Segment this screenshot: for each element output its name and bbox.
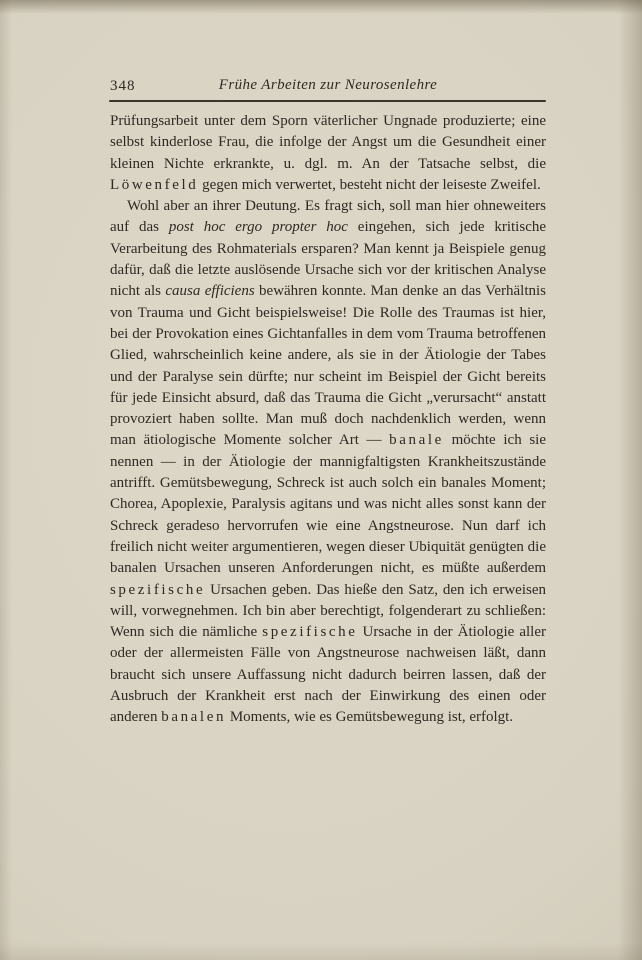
page-number: 348 [110,78,136,94]
text-run: möchte ich sie nennen — in der Ätiologie der mannigfaltigsten Krankheitszustände antrifft. Gemütsbewegung, Schreck ist auch solch ein banales Moment; Chorea, Apoplexie, Paralysis agitans und was nicht alles sonst kann der Schreck geradeso hervorrufen wie eine Angstneurose. Nun darf ich freilich nicht weiter argumentieren, wegen dieser Ubiquität genügten die banalen Ursachen unseren Anforderungen nicht, es müßte außerdem [110,432,547,577]
text-run: Wohl aber an ihrer Deutung. Es fragt sich, soll man hier ohneweiters auf das [110,198,546,236]
text-run: Prüfungsarbeit unter dem Sporn väterlicher Ungnade produzierte; eine selbst kinderlose Frau, die infolge der Angst um die Gesundheit einer kleinen Nichte erkrankte, u. dgl. m. An der Tatsache selbst, die [110,113,546,172]
text-run: banalen [161,709,227,726]
text-run: gegen mich verwertet, besteht nicht der leiseste Zweifel. [198,176,541,193]
header-rule [109,100,546,102]
paragraph [110,196,546,728]
text-run: causa efficiens [165,283,255,300]
text-run: Löwenfeld [110,176,199,193]
text-run: Ursachen geben. Das hieße den Satz, den ich erweisen will, vorwegnehmen. Ich bin aber berechtigt, folgenderart zu schließen: Wenn sich die nämliche [110,581,546,641]
text-run: Ursache in der Ätiologie aller oder der allermeisten Fälle von Angstneurose nachweisen läßt, dann braucht sich unsere Auffassung nicht dadurch beirren lassen, daß der Ausbruch der Krankheit erst nach der Einwirkung des einen oder anderen [110,624,547,726]
paragraph [110,111,546,196]
text-run: eingehen, sich jede kritische Verarbeitung des Rohmaterials ersparen? Man kennt ja Beispiele genug dafür, daß die letzte auslösende Ursache sich vor der kritischen Analyse nicht als [110,219,547,300]
text-run: spezifische [110,581,206,598]
page-header [110,77,546,99]
text-run: post hoc ergo propter hoc [168,219,348,236]
text-run: spezifische [262,624,358,641]
page-body [110,111,546,729]
text-run: Moments, wie es Gemütsbewegung ist, erfolgt. [226,709,514,726]
running-title: Frühe Arbeiten zur Neurosenlehre [218,77,438,93]
text-run: bewähren konnte. Man denke an das Verhältnis von Trauma und Gicht beispielsweise! Die Rolle des Traumas ist hier, bei der Provokation eines Gichtanfalles in dem vom Trauma betroffenen Glied, wahrscheinlich keine andere, als sie in der Ätiologie der Tabes und der Paralyse sein dürfte; nur scheint im Beispiel der Gicht bereits für jede Einsicht absurd, daß das Trauma die Gicht „verursacht“ anstatt provoziert haben sollte. Man muß doch nachdenklich werden, wenn man ätiologische Momente solcher Art — [110,283,547,449]
text-run: banale [389,432,444,449]
